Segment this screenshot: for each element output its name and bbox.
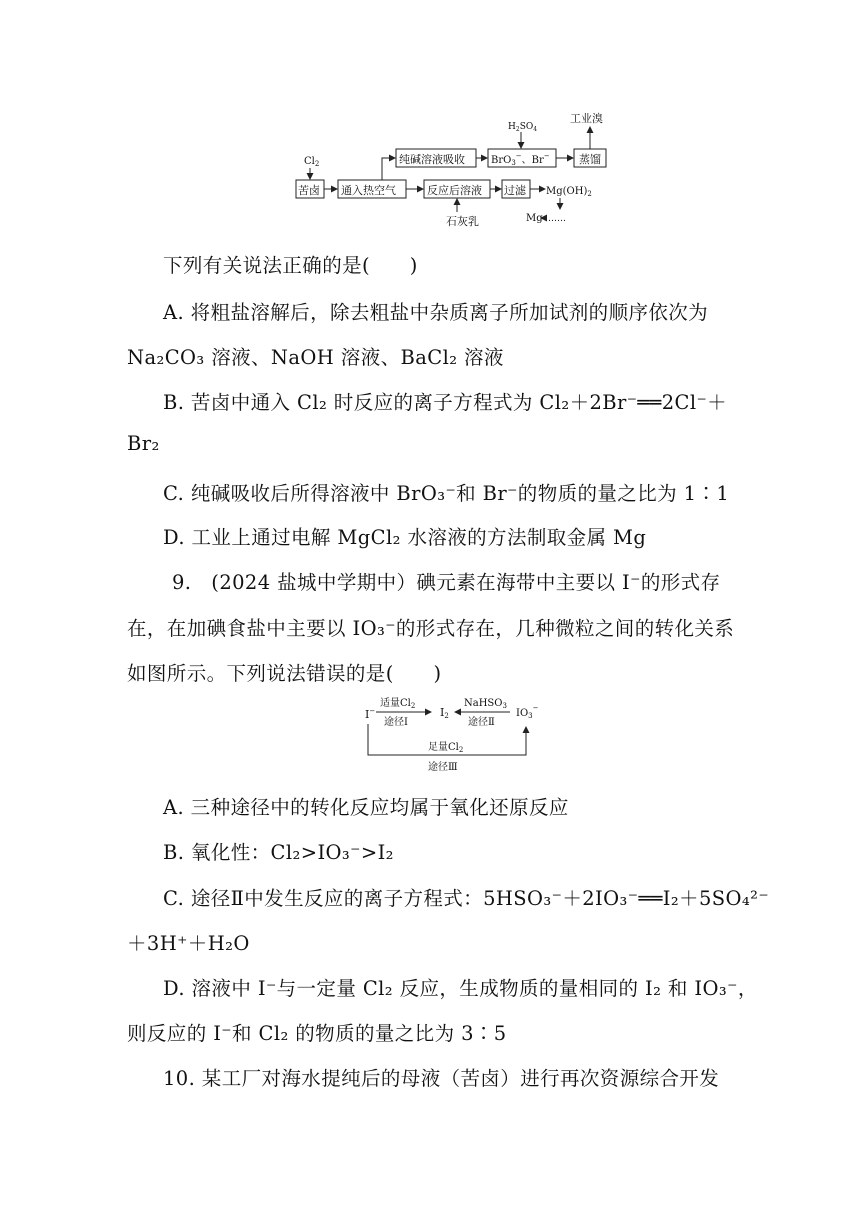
distill-label: 蒸馏: [579, 153, 601, 166]
cl2-proper-label: 适量$Cl_2$: [380, 698, 416, 710]
route3-label: 途径Ⅲ: [428, 762, 458, 773]
absorb-label: 纯碱溶液吸收: [399, 153, 465, 166]
q9-stem-line3: 如图所示。下列说法错误的是( ): [127, 662, 442, 685]
dots-label: ……: [548, 214, 566, 224]
i-minus-label: I−: [365, 707, 376, 721]
q9-option-b: B. 氧化性：Cl₂>IO₃⁻>I₂: [163, 841, 394, 864]
mg-label: Mg: [526, 213, 543, 224]
q8-option-b-line1: B. 苦卤中通入 Cl₂ 时反应的离子方程式为 Cl₂＋2Br⁻══2Cl⁻＋: [163, 391, 728, 414]
cl2-label: $Cl_2$: [304, 156, 320, 168]
iodine-conversion-diagram: [360, 692, 540, 776]
blow-label: 通入热空气: [341, 184, 396, 197]
cl2-excess-label: 足量$Cl_2$: [428, 742, 464, 754]
q9-option-d-line2: 则反应的 I⁻和 Cl₂ 的物质的量之比为 3∶5: [127, 1022, 507, 1045]
q8-option-c: C. 纯碱吸收后所得溶液中 BrO₃⁻和 Br⁻的物质的量之比为 1∶1: [163, 482, 730, 505]
i2-label: I2: [440, 706, 449, 720]
q8-stem: 下列有关说法正确的是( ): [163, 254, 418, 277]
io3-label: $IO_3^-$: [516, 704, 539, 720]
q9-option-c-line2: ＋3H⁺＋H₂O: [127, 932, 250, 955]
kulu-label: 苦卤: [298, 184, 320, 197]
filter-label: 过滤: [504, 184, 526, 197]
bro3-br-label: BrO$_3$−、Br−: [491, 152, 550, 167]
q10-stem-line1: 10. 某工厂对海水提纯后的母液（苦卤）进行再次资源综合开发: [163, 1067, 720, 1090]
q8-option-a-line1: A. 将粗盐溶解后，除去粗盐中杂质离子所加试剂的顺序依次为: [163, 301, 709, 324]
q9-stem-line2: 在，在加碘食盐中主要以 IO₃⁻的形式存在，几种微粒之间的转化关系: [127, 617, 735, 640]
q9-stem-line1: 9. (2024 盐城中学期中）碘元素在海带中主要以 I⁻的形式存: [172, 571, 721, 594]
h2so4-label: $H_2SO_4$: [508, 122, 538, 133]
mgoh2-label: $Mg(OH)_2$: [546, 186, 592, 198]
industrial-bromine-label: 工业溴: [570, 112, 603, 125]
route1-label: 途径Ⅰ: [384, 717, 408, 728]
q9-option-d-line1: D. 溶液中 I⁻与一定量 Cl₂ 反应，生成物质的量相同的 I₂ 和 IO₃⁻，: [163, 977, 758, 1000]
q9-option-a: A. 三种途径中的转化反应均属于氧化还原反应: [163, 796, 569, 819]
q9-option-c-line1: C. 途径Ⅱ中发生反应的离子方程式：5HSO₃⁻＋2IO₃⁻══I₂＋5SO₄²⁻: [163, 887, 770, 910]
bromine-magnesium-flowchart: [290, 108, 620, 232]
nahso3-label: NaHSO$_3$: [464, 698, 507, 710]
q8-option-d: D. 工业上通过电解 MgCl₂ 水溶液的方法制取金属 Mg: [163, 526, 647, 549]
after-solution-label: 反应后溶液: [427, 184, 482, 197]
lime-label: 石灰乳: [446, 215, 479, 228]
q8-option-b-line2: Br₂: [127, 432, 160, 455]
q8-option-a-line2: Na₂CO₃ 溶液、NaOH 溶液、BaCl₂ 溶液: [127, 346, 504, 369]
route2-label: 途径Ⅱ: [468, 717, 495, 728]
